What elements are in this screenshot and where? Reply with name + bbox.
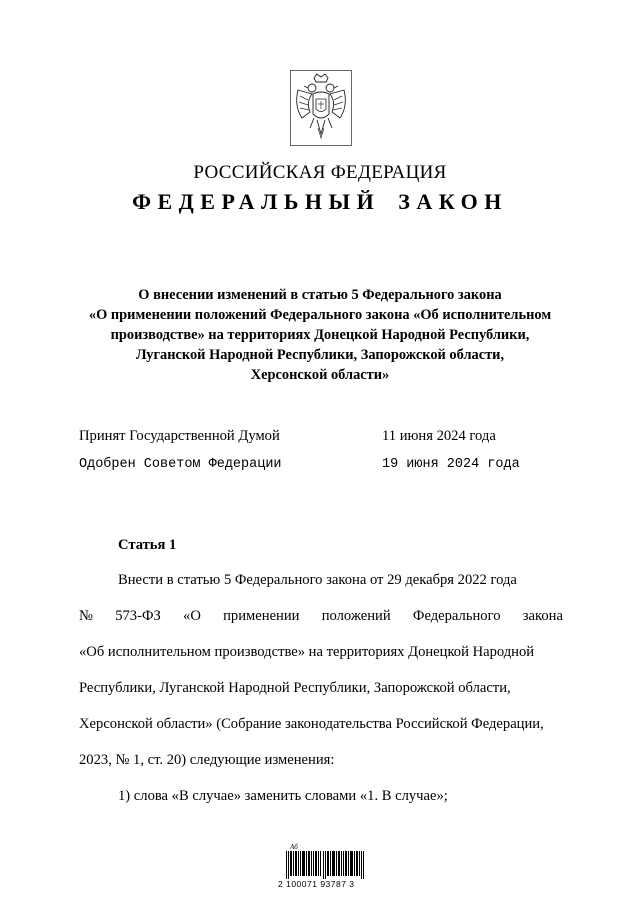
law-type-word-2: ЗАКОН bbox=[398, 189, 508, 214]
body-word: 573-ФЗ bbox=[115, 608, 161, 624]
barcode-number: 2 100071 93787 3 bbox=[278, 879, 355, 889]
council-approval-date: 19 июня 2024 года bbox=[382, 457, 520, 472]
body-word: положений bbox=[321, 608, 391, 624]
body-line: Республики, Луганской Народной Республики, Запорожской области, bbox=[79, 680, 511, 696]
duma-adoption-date: 11 июня 2024 года bbox=[382, 428, 496, 444]
law-title-line: производстве» на территориях Донецкой Народной Республики, bbox=[110, 327, 530, 343]
article-heading: Статья 1 bbox=[118, 537, 177, 553]
body-line bbox=[79, 606, 563, 642]
body-line: 1) слова «В случае» заменить словами «1. В случае»; bbox=[118, 788, 448, 804]
barcode-mark: Aб bbox=[290, 843, 298, 851]
article-body bbox=[79, 570, 563, 822]
law-type-word-1: ФЕДЕРАЛЬНЫЙ bbox=[132, 189, 381, 214]
coat-of-arms-icon bbox=[290, 70, 352, 146]
law-title bbox=[60, 285, 580, 385]
body-word: Федерального bbox=[412, 608, 501, 624]
body-line: «Об исполнительном производстве» на территориях Донецкой Народной bbox=[79, 644, 535, 660]
body-line: Херсонской области» (Собрание законодательства Российской Федерации, bbox=[79, 716, 544, 732]
law-title-line: Луганской Народной Республики, Запорожской области, bbox=[135, 347, 505, 363]
law-title-line: Херсонской области» bbox=[250, 367, 390, 383]
barcode-icon bbox=[285, 851, 365, 879]
body-word: применении bbox=[223, 608, 300, 624]
law-title-line: О внесении изменений в статью 5 Федерального закона bbox=[138, 287, 502, 303]
body-word: «О bbox=[183, 608, 201, 624]
council-approval-label: Одобрен Советом Федерации bbox=[79, 457, 282, 472]
body-line: 2023, № 1, ст. 20) следующие изменения: bbox=[79, 752, 335, 768]
law-title-line: «О применении положений Федерального закона «Об исполнительном bbox=[88, 307, 552, 323]
body-word: закона bbox=[522, 608, 563, 624]
body-word: № bbox=[79, 608, 93, 624]
duma-adoption-label: Принят Государственной Думой bbox=[79, 428, 280, 444]
body-line: Внести в статью 5 Федерального закона от 29 декабря 2022 года bbox=[118, 572, 517, 588]
document-type-title bbox=[0, 189, 640, 215]
country-name: РОССИЙСКАЯ ФЕДЕРАЦИЯ bbox=[193, 162, 447, 183]
